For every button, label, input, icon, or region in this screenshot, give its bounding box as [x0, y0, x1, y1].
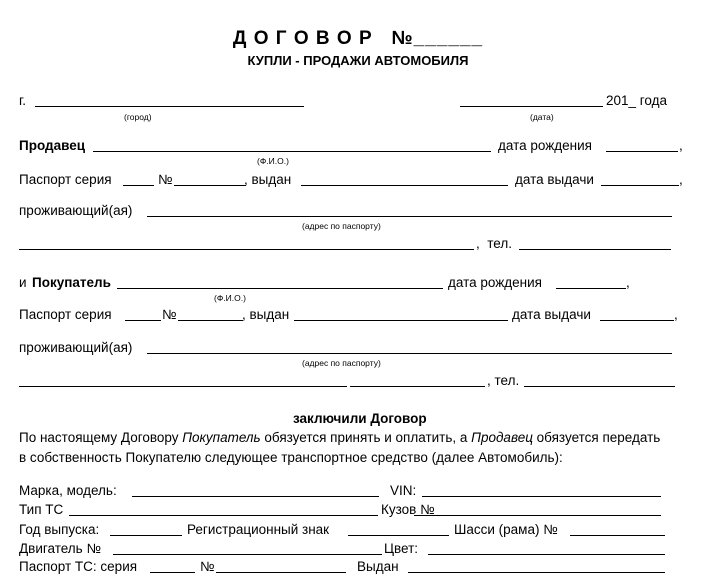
pts-number-field[interactable]	[216, 572, 346, 573]
engine-label: Двигатель №	[19, 541, 101, 556]
buyer-phone-label: , тел.	[487, 373, 520, 388]
seller-address-field[interactable]	[147, 216, 672, 217]
seller-passport-label: Паспорт серия	[19, 172, 112, 187]
seller-issue-date-label: дата выдачи	[515, 172, 594, 187]
engine-field[interactable]	[113, 554, 382, 555]
type-label: Тип ТС	[19, 502, 64, 517]
document-title: Д О Г О В О Р №______	[232, 28, 484, 49]
buyer-passport-series-field[interactable]	[125, 320, 161, 321]
body-label: Кузов №	[381, 502, 435, 517]
agreement-paragraph-2: в собственность Покупателю следующее транспортное средство (далее Автомобиль):	[19, 450, 563, 465]
seller-birth-label: дата рождения	[498, 138, 592, 153]
buyer-fio-caption: (Ф.И.О.)	[214, 293, 246, 303]
buyer-label: Покупатель	[32, 275, 111, 290]
reg-field[interactable]	[348, 535, 449, 536]
pts-issued-field[interactable]	[408, 572, 665, 573]
seller-birth-comma: ,	[679, 138, 683, 153]
buyer-issue-date-label: дата выдачи	[512, 307, 591, 322]
agreement-paragraph-1: По настоящему Договору Покупатель обязуется принять и оплатить, а Продавец обязуется передать	[19, 430, 661, 445]
seller-label: Продавец	[19, 138, 86, 153]
seller-passport-number-field[interactable]	[174, 185, 246, 186]
buyer-address-field-3[interactable]	[350, 386, 485, 387]
document-subtitle: КУПЛИ - ПРОДАЖИ АВТОМОБИЛЯ	[247, 53, 469, 68]
year-text: 201_ года	[606, 93, 668, 108]
body-field[interactable]	[414, 515, 661, 516]
pts-issued-label: Выдан	[357, 559, 399, 574]
buyer-fio-field[interactable]	[117, 288, 443, 289]
chassis-label: Шасси (рама) №	[454, 522, 558, 537]
buyer-passport-label: Паспорт серия	[19, 307, 112, 322]
date-field[interactable]	[460, 106, 603, 107]
type-field[interactable]	[69, 515, 378, 516]
seller-passport-series-field[interactable]	[123, 185, 154, 186]
buyer-number-label: №	[162, 307, 177, 322]
date-caption: (дата)	[530, 112, 554, 122]
buyer-address-field-2[interactable]	[19, 386, 347, 387]
seller-issue-comma: ,	[679, 172, 683, 187]
seller-issue-date-field[interactable]	[601, 185, 679, 186]
buyer-prefix: и	[19, 275, 27, 290]
seller-number-label: №	[158, 172, 173, 187]
year-field[interactable]	[110, 535, 182, 536]
buyer-birth-label: дата рождения	[448, 275, 542, 290]
city-prefix: г.	[19, 93, 27, 108]
agreement-heading: заключили Договор	[293, 411, 427, 426]
pts-series-field[interactable]	[150, 572, 195, 573]
city-caption: (город)	[124, 112, 152, 122]
vin-field[interactable]	[422, 496, 661, 497]
buyer-passport-number-field[interactable]	[178, 320, 243, 321]
seller-fio-field[interactable]	[93, 151, 491, 152]
seller-fio-caption: (Ф.И.О.)	[257, 156, 289, 166]
buyer-issued-by-field[interactable]	[294, 320, 508, 321]
seller-issued-by-field[interactable]	[301, 185, 508, 186]
buyer-address-field[interactable]	[147, 353, 672, 354]
city-field[interactable]	[35, 106, 304, 107]
seller-address-caption: (адрес по паспорту)	[302, 221, 381, 231]
seller-residing-label: проживающий(ая)	[19, 203, 133, 218]
chassis-field[interactable]	[570, 535, 665, 536]
make-field[interactable]	[132, 496, 379, 497]
buyer-residing-label: проживающий(ая)	[19, 340, 133, 355]
buyer-birth-comma: ,	[626, 275, 630, 290]
buyer-address-caption: (адрес по паспорту)	[302, 358, 381, 368]
year-label: Год выпуска:	[19, 522, 100, 537]
make-label: Марка, модель:	[19, 483, 117, 498]
buyer-birth-field[interactable]	[556, 288, 626, 289]
seller-phone-field[interactable]	[519, 249, 671, 250]
pts-label: Паспорт ТС: серия	[19, 559, 138, 574]
buyer-issue-comma: ,	[674, 307, 678, 322]
buyer-phone-field[interactable]	[524, 386, 675, 387]
seller-issued-label: , выдан	[244, 172, 292, 187]
pts-number-label: №	[200, 559, 215, 574]
color-label: Цвет:	[384, 541, 419, 556]
buyer-issue-date-field[interactable]	[600, 320, 674, 321]
seller-address-field-2[interactable]	[19, 249, 474, 250]
vin-label: VIN:	[390, 483, 417, 498]
color-field[interactable]	[428, 554, 665, 555]
buyer-issued-label: , выдан	[242, 307, 290, 322]
seller-birth-field[interactable]	[606, 151, 678, 152]
reg-label: Регистрационный знак	[187, 522, 330, 537]
seller-phone-label: , тел.	[476, 236, 512, 251]
